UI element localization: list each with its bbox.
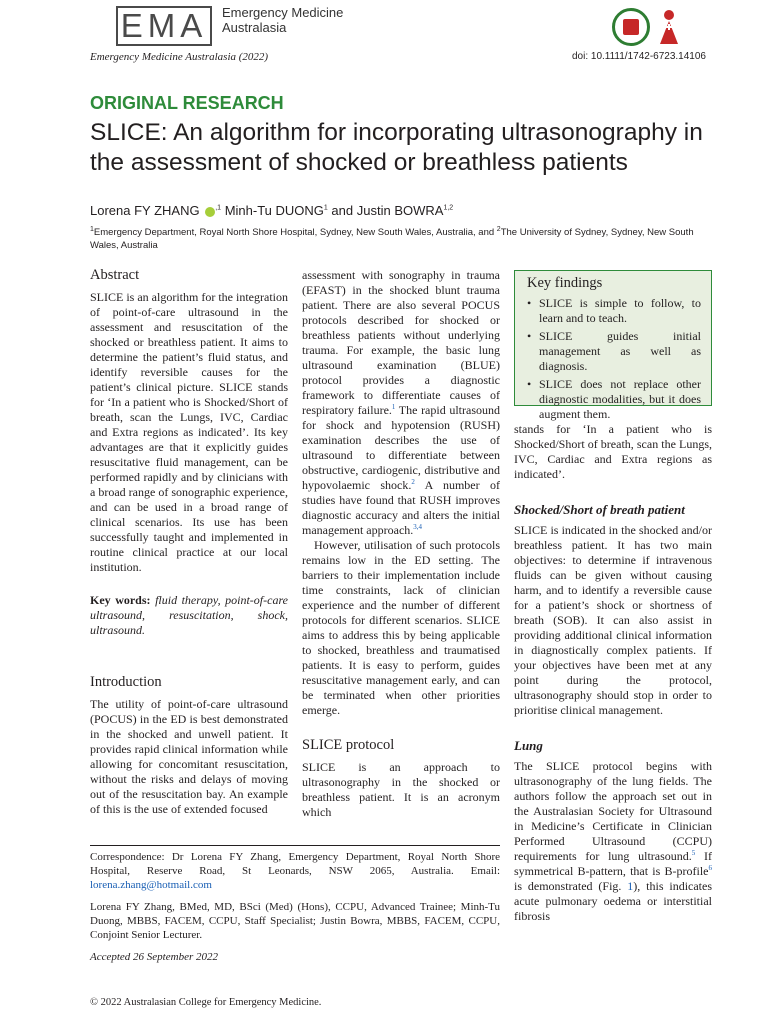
acem-seal-logo (612, 8, 650, 46)
author-name[interactable]: Lorena FY ZHANG (90, 203, 200, 218)
shocked-text: SLICE is indicated in the shocked and/or breathless patient. It has two main objectives: to determine if intravenous fluids can be given without causing harm, and to identify a reversible cause for a patient’s shock or shortness of breath (SOB). It can also assist in providing additional clinical information in diagnostically complex patients. If your objectives have been met at any point during the protocol, ultrasonography should stop in order to prioritise clinical management. (514, 523, 712, 717)
orcid-icon[interactable] (205, 207, 215, 217)
slice-protocol-text: SLICE is an approach to ultrasonography in the shocked or breathless patient. It is an acronym which (302, 760, 500, 819)
doi-text[interactable]: doi: 10.1111/1742-6723.14106 (571, 51, 706, 62)
footnotes (90, 850, 500, 972)
column-middle (302, 268, 500, 820)
introduction-paragraph-2: However, utilisation of such protocols remains low in the ED setting. The barriers to their implementation include time constraints, lack of clinician experience and the number of different protocols for different scenarios. SLICE aims to address this by being applicable to shocked, breathless and traumatised patients. It is easy to perform, guides resuscitative management early, and can be terminated when other priorities emerge. (302, 538, 500, 717)
keywords: Key words: fluid therapy, point-of-care ultrasound, resuscitation, shock, ultrasound. (90, 593, 288, 637)
email-link[interactable]: lorena.zhang@hotmail.com (90, 879, 212, 891)
key-finding-item: • SLICE is simple to follow, to learn and to teach. (527, 296, 701, 326)
accepted-date: Accepted 26 September 2022 (90, 951, 218, 963)
author-list: Lorena FY ZHANG $^{,1}$ Minh-Tu DUONG$^1$ and Justin BOWRA$^{1,2}$ (90, 203, 454, 218)
lung-heading: Lung (514, 738, 543, 753)
reference-link[interactable]: 6 (708, 864, 712, 872)
slice-protocol-text-cont: stands for ‘In a patient who is Shocked/Short of breath, scan the Lungs, IVC, Cardiac and Extra regions as indicated’. (514, 422, 712, 481)
author-bios: Lorena FY Zhang, BMed, MD, BSci (Med) (Hons), CCPU, Advanced Trainee; Minh-Tu Duong, MBBS, FACEM, CCPU, Staff Specialist; Justin Bowra, MBBS, FACEM, CCPU, Conjoint Senior Lecturer. (90, 901, 500, 941)
slice-protocol-heading: SLICE protocol (302, 737, 395, 753)
reference-link[interactable]: 5 (691, 849, 696, 857)
key-finding-item: • SLICE guides initial management as well as diagnosis. (527, 329, 701, 374)
article-type-label: ORIGINAL RESEARCH (90, 93, 284, 113)
reference-link[interactable]: 1 (391, 403, 396, 411)
figure-link[interactable]: 1 (627, 879, 634, 893)
introduction-text-cont: assessment with sonography in trauma (EFAST) in the shocked blunt trauma patient. There are also several POCUS protocols described for shocked or breathless patients without underlying trauma. For example, the basic lung ultrasound examination (BLUE) protocol provides a diagnostic framework to differentiate causes of respiratory failure.$^1$ The rapid ultrasound for shock and hypotension (RUSH) examination describes the use of ultrasound to differentiate between obstructive, cardiogenic, distributive and hypovolaemic shock.$^2$ A number of studies have found that RUSH improves diagnostic accuracy and alters the initial management approach.$^{3,4}$ (302, 268, 500, 537)
shocked-heading: Shocked/Short of breath patient (514, 502, 685, 517)
column-left (90, 268, 288, 817)
copyright: © 2022 Australasian College for Emergency Medicine. (90, 997, 322, 1008)
abstract-heading: Abstract (90, 267, 140, 283)
article-title: SLICE: An algorithm for incorporating ultrasonography in the assessment of shocked or breathless patients (90, 119, 703, 176)
running-journal-title: Emergency Medicine Australasia (2022) (90, 51, 269, 63)
lung-text: The SLICE protocol begins with ultrasonography of the lung fields. The authors follow the approach set out in the Australasian Society for Ultrasound in Medicine’s Certificate in Clinician Performed Ultrasound (CCPU) requirements for lung ultrasound.$^5$ If symmetrical B-pattern, that is B-profile$^6$ is demonstrated (Fig. 1), this indicates acute pulmonary oedema or interstitial fibrosis (514, 759, 713, 923)
introduction-text: The utility of point-of-care ultrasound (POCUS) in the ED is best demonstrated in the shocked and unwell patient. It provides rapid clinical information while allowing for concomitant resuscitation, without the risks and delays of moving out of the resuscitation bay. An example of this is the use of extended focused (90, 697, 288, 816)
reference-link[interactable]: 2 (411, 478, 415, 486)
ema-logo: EMA (116, 6, 212, 46)
author-name[interactable]: Justin BOWRA (356, 203, 444, 218)
key-findings-heading: Key findings (527, 275, 603, 291)
abstract-text: SLICE is an algorithm for the integration of point-of-care ultrasound in the assessment and resuscitation of the shocked or breathless patient. It aims to determine the patient’s fluid status, and identify reversible causes for the patient’s clinical picture. SLICE stands for ‘In a patient who is Shocked/Short of breath, scan the Lungs, IVC, Cardiac and Extra regions as indicated’. Its key advantages are that it explicitly guides resuscitative fluid management, can be performed rapidly and by clinicians with a broad range of sonographic experience, and can be used in a broad range of clinical scenarios. Its use has been successfully taught and implemented in routine clinical practice at our local institution. (90, 290, 288, 574)
journal-name: Emergency Medicine Australasia (222, 5, 344, 35)
key-findings-box (514, 270, 712, 421)
journal-header (90, 2, 710, 48)
reference-link[interactable]: 3,4 (413, 523, 423, 531)
footnote-divider (90, 845, 500, 846)
acem-figure-logo (656, 8, 682, 46)
author-name[interactable]: Minh-Tu DUONG (224, 203, 324, 218)
column-right (514, 422, 712, 924)
introduction-heading: Introduction (90, 674, 162, 690)
key-finding-item: • SLICE does not replace other diagnostic modalities, but it does augment them. (527, 377, 701, 422)
affiliations: $^1$Emergency Department, Royal North Shore Hospital, Sydney, New South Wales, Australia, and $^2$The University of Sydney, Sydney, New South Wales, Australia (90, 225, 694, 251)
correspondence: Correspondence: Dr Lorena FY Zhang, Emergency Department, Royal North Shore Hospital, Reserve Road, St Leonards, NSW 2065, Australia. Email: lorena.zhang@hotmail.com (90, 851, 500, 891)
